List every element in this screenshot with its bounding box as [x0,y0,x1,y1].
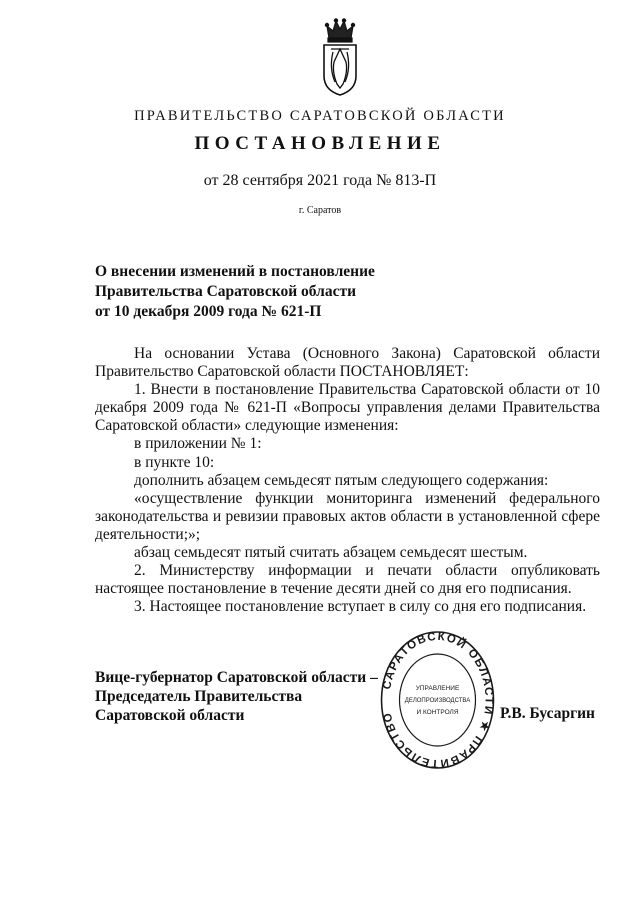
signatory-position [95,668,378,725]
stamp-ring-text: САРАТОВСКОЙ ОБЛАСТИ ★ ПРАВИТЕЛЬСТВО [381,630,495,770]
signatory-position-line: Председатель Правительства [95,688,303,705]
signatory-position-line: Вице-губернатор Саратовской области – [95,669,378,686]
title-line: от 10 декабря 2009 года № 621-П [95,303,322,320]
title-line: О внесении изменений в постановление [95,263,375,280]
body-paragraph: дополнить абзацем семьдесят пятым следующего содержания: [134,471,549,489]
signatory-name: Р.В. Бусаргин [500,705,595,722]
document-body [95,345,600,616]
stamp-center-line: ДЕЛОПРОИЗВОДСТВА [404,698,471,704]
coat-of-arms-emblem [321,18,359,96]
document-date-number: от 28 сентября 2021 года № 813-П [203,172,437,189]
body-paragraph: в пункте 10: [134,453,215,471]
body-paragraph: «осуществление функции мониторинга изменений федерального законодательства и ревизии правовых актов области в установленной сфере деятельности;»; [95,489,600,543]
document-type: ПОСТАНОВЛЕНИЕ [194,133,446,154]
body-paragraph: абзац семьдесят пятый считать абзацем семьдесят шестым. [134,544,528,562]
stamp-center-line: УПРАВЛЕНИЕ [415,685,460,692]
stamp-center-line: И КОНТРОЛЯ [416,709,459,716]
body-paragraph: 2. Министерству информации и печати области опубликовать настоящее постановление в течение десяти дней со дня его подписания. [95,562,600,598]
body-paragraph: 1. Внести в постановление Правительства Саратовской области от 10 декабря 2009 года № 621-П «Вопросы управления делами Правительства Саратовской области» следующие изменения: [95,381,600,435]
body-paragraph: в приложении № 1: [134,435,262,453]
signatory-position-line: Саратовской области [95,707,245,724]
title-line: Правительства Саратовской области [95,283,356,300]
organization-name: ПРАВИТЕЛЬСТВО САРАТОВСКОЙ ОБЛАСТИ [134,108,506,124]
body-paragraph: На основании Устава (Основного Закона) Саратовской области Правительство Саратовской области ПОСТАНОВЛЯЕТ: [95,345,600,381]
document-title [95,262,455,322]
body-paragraph: 3. Настоящее постановление вступает в силу со дня его подписания. [134,598,587,616]
document-city: г. Саратов [298,205,342,216]
official-stamp [380,630,495,770]
